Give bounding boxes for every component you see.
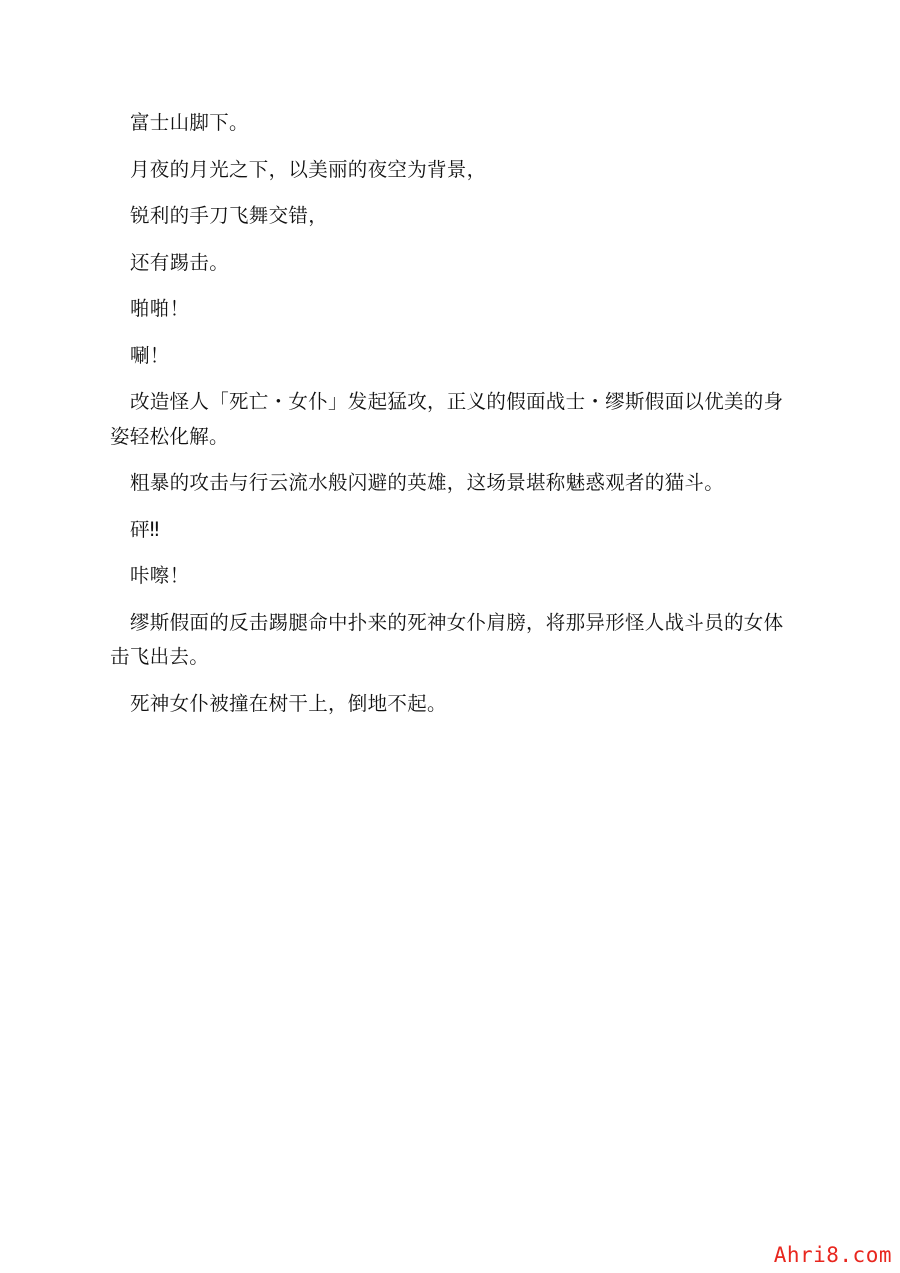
paragraph: 死神女仆被撞在树干上，倒地不起。: [130, 691, 447, 715]
paragraph: 粗暴的攻击与行云流水般闪避的英雄，这场景堪称魅惑观者的猫斗。: [130, 471, 725, 494]
paragraph: 咔嚓！: [130, 564, 190, 587]
document-body: [110, 106, 800, 733]
paragraph: 还有踢击。: [130, 250, 230, 274]
paragraph: 月夜的月光之下，以美丽的夜空为背景，: [130, 157, 487, 181]
paragraph: 锐利的手刀飞舞交错，: [130, 204, 329, 227]
paragraph: 改造怪人「死亡・女仆」发起猛攻，正义的假面战士・缪斯假面以优美的身姿轻松化解。: [110, 390, 784, 448]
paragraph: 啪啪！: [130, 297, 190, 320]
paragraph: 缪斯假面的反击踢腿命中扑来的死神女仆肩膀，将那异形怪人战斗员的女体击飞出去。: [110, 610, 784, 668]
paragraph: 砰‼: [130, 517, 160, 541]
paragraph: 唰！: [130, 343, 170, 367]
site-watermark: Ahri8.com: [773, 1243, 892, 1267]
paragraph: 富士山脚下。: [130, 111, 249, 134]
